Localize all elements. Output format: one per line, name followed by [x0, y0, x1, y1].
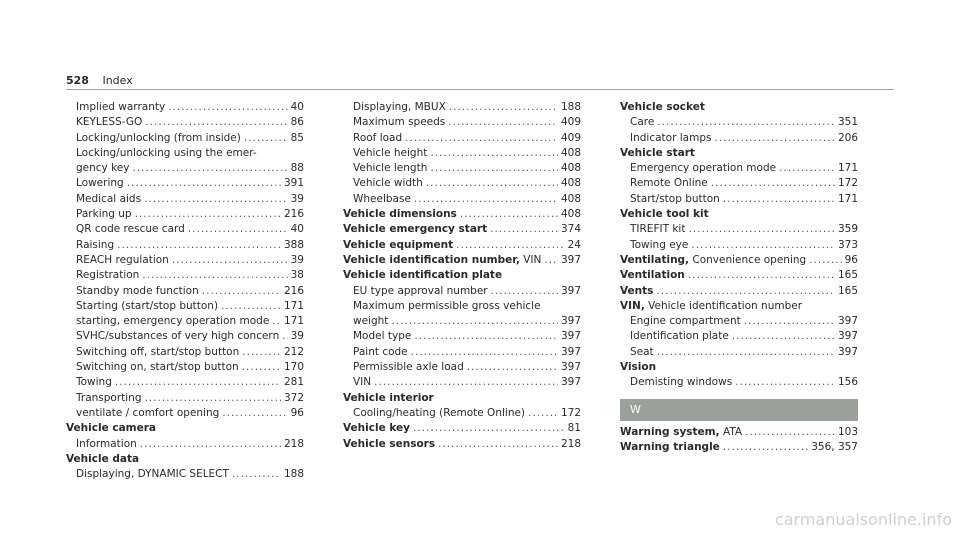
- entry-page: 397: [560, 345, 581, 358]
- index-entry: [66, 421, 304, 436]
- dot-leader: [391, 314, 558, 329]
- index-entry: [66, 161, 304, 176]
- index-entry: [66, 437, 304, 452]
- entry-bold-term: Warning triangle: [620, 440, 720, 453]
- dot-leader: [222, 406, 287, 421]
- index-entry: [620, 115, 858, 130]
- entry-label: Registration: [76, 269, 140, 282]
- dot-leader: [491, 284, 558, 299]
- index-entry: [66, 253, 304, 268]
- dot-leader: [411, 345, 558, 360]
- entry-bold-term: Vehicle sensors: [343, 437, 436, 450]
- index-column-2: [343, 100, 581, 452]
- index-entry: [66, 406, 304, 421]
- entry-label: Start/stop button: [630, 192, 720, 205]
- dot-leader: [117, 238, 281, 253]
- entry-label: Permissible axle load: [353, 361, 464, 374]
- entry-label: Maximum permissible gross vehicle: [353, 299, 541, 312]
- dot-leader: [723, 192, 835, 207]
- index-entry: [343, 207, 581, 222]
- entry-label: SVHC/substances of very high concern: [76, 330, 280, 343]
- entry-page: 103: [837, 425, 858, 438]
- entry-page: 156: [837, 376, 858, 389]
- dot-leader: [242, 360, 281, 375]
- index-entry: [66, 238, 304, 253]
- index-entry: [66, 207, 304, 222]
- entry-subterm: VIN: [519, 253, 542, 266]
- entry-page: 397: [560, 253, 581, 266]
- entry-page: 39: [290, 253, 304, 266]
- entry-page: 40: [290, 223, 304, 236]
- index-entry: [343, 421, 581, 436]
- entry-page: 408: [560, 146, 581, 159]
- index-entry: [66, 146, 304, 161]
- index-entry: [343, 176, 581, 191]
- index-entry: [66, 329, 304, 344]
- entry-label: [343, 238, 453, 253]
- entry-label: Vehicle length: [353, 162, 428, 175]
- index-entry: [343, 222, 581, 237]
- entry-page: 216: [283, 208, 304, 221]
- index-entry: [66, 192, 304, 207]
- entry-page: 356, 357: [811, 440, 858, 453]
- index-entry: [620, 329, 858, 344]
- index-entry: [343, 314, 581, 329]
- entry-label: Demisting windows: [630, 376, 733, 389]
- entry-page: 40: [290, 101, 304, 113]
- entry-label: starting, emergency operation mode: [76, 315, 270, 328]
- entry-label: [620, 253, 806, 268]
- entry-bold-term: Warning system,: [620, 425, 720, 438]
- index-entry: [620, 314, 858, 329]
- index-entry: [620, 375, 858, 390]
- dot-leader: [744, 314, 835, 329]
- entry-page: 170: [283, 361, 304, 374]
- index-entry: [343, 268, 581, 283]
- dot-leader: [374, 375, 558, 390]
- entry-page: 397: [560, 330, 581, 343]
- entry-subterm: ATA: [719, 425, 743, 438]
- entry-page: 359: [837, 223, 858, 236]
- dot-leader: [657, 345, 835, 360]
- entry-page: 373: [837, 238, 858, 251]
- dot-leader: [221, 299, 281, 314]
- entry-page: 39: [290, 330, 304, 343]
- dot-leader: [413, 421, 565, 436]
- entry-label: [343, 253, 541, 268]
- dot-leader: [132, 161, 287, 176]
- dot-leader: [202, 284, 281, 299]
- entry-label: Displaying, MBUX: [353, 101, 446, 113]
- entry-page: 218: [283, 437, 304, 450]
- dot-leader: [405, 131, 558, 146]
- index-entry: [343, 345, 581, 360]
- entry-label: Remote Online: [630, 177, 708, 190]
- entry-bold-term: Vehicle dimensions: [343, 208, 457, 221]
- entry-label: Vehicle start: [620, 146, 695, 159]
- index-entry: [620, 360, 858, 375]
- entry-page: 171: [283, 299, 304, 312]
- entry-page: 188: [560, 101, 581, 113]
- entry-page: 96: [844, 253, 858, 266]
- entry-label: Indicator lamps: [630, 131, 712, 144]
- index-entry: [343, 406, 581, 421]
- entry-page: 397: [560, 376, 581, 389]
- entry-label: Vehicle tool kit: [620, 208, 709, 221]
- dot-leader: [172, 253, 288, 268]
- dot-leader: [732, 329, 835, 344]
- entry-page: 397: [837, 315, 858, 328]
- page-number: 528: [66, 74, 89, 87]
- dot-leader: [414, 329, 558, 344]
- index-entry: [66, 314, 304, 329]
- entry-label: [343, 222, 487, 237]
- entry-bold-term: Ventilating,: [620, 253, 690, 266]
- entry-page: 388: [283, 238, 304, 251]
- index-entry: [620, 299, 858, 314]
- entry-page: 172: [560, 406, 581, 419]
- dot-leader: [244, 131, 288, 146]
- index-entry: [620, 238, 858, 253]
- index-entry: [343, 238, 581, 253]
- entry-label: Paint code: [353, 345, 408, 358]
- entry-page: 408: [560, 162, 581, 175]
- dot-leader: [144, 192, 288, 207]
- entry-page: 212: [283, 345, 304, 358]
- entry-label: [620, 284, 653, 299]
- entry-label: Transporting: [76, 391, 142, 404]
- entry-page: 165: [837, 269, 858, 282]
- entry-label: Identification plate: [630, 330, 729, 343]
- index-entry: [66, 100, 304, 115]
- entry-label: ventilate / comfort opening: [76, 406, 220, 419]
- entry-label: Vehicle camera: [66, 422, 156, 435]
- dot-leader: [735, 375, 835, 390]
- dot-leader: [448, 115, 558, 130]
- index-entry: [620, 207, 858, 222]
- index-entry: [620, 222, 858, 237]
- dot-leader: [115, 375, 281, 390]
- entry-bold-term: Vehicle emergency start: [343, 223, 488, 236]
- index-entry: [66, 268, 304, 283]
- entry-label: Vehicle socket: [620, 101, 705, 113]
- index-column-1: [66, 100, 304, 482]
- index-entry: [343, 329, 581, 344]
- index-entry: [66, 299, 304, 314]
- dot-leader: [714, 131, 835, 146]
- dot-leader: [242, 345, 281, 360]
- index-entry: [343, 391, 581, 406]
- entry-page: 397: [560, 361, 581, 374]
- entry-page: 39: [290, 192, 304, 205]
- entry-label: Standby mode function: [76, 284, 199, 297]
- index-entry: [620, 284, 858, 299]
- dot-leader: [430, 146, 558, 161]
- dot-leader: [438, 437, 558, 452]
- dot-leader: [544, 253, 558, 268]
- entry-label: Engine compartment: [630, 315, 741, 328]
- entry-label: Vehicle interior: [343, 391, 434, 404]
- index-entry: [66, 222, 304, 237]
- index-entry: [620, 131, 858, 146]
- entry-label: [620, 268, 685, 283]
- entry-page: 409: [560, 116, 581, 129]
- index-entry: [343, 437, 581, 452]
- entry-label: Parking up: [76, 208, 132, 221]
- dot-leader: [282, 329, 287, 344]
- entry-page: 171: [837, 162, 858, 175]
- entry-page: 88: [290, 162, 304, 175]
- entry-page: 397: [837, 330, 858, 343]
- entry-page: 351: [837, 116, 858, 129]
- entry-label: [620, 440, 720, 455]
- entry-label: Switching on, start/stop button: [76, 361, 239, 374]
- entry-label: gency key: [76, 162, 130, 175]
- header-rule: [66, 89, 894, 90]
- entry-page: 171: [837, 192, 858, 205]
- dot-leader: [467, 360, 558, 375]
- dot-leader: [711, 176, 835, 191]
- entry-label: Implied warranty: [76, 101, 166, 113]
- index-entry: [343, 131, 581, 146]
- entry-label: Vehicle identification plate: [343, 269, 503, 282]
- dot-leader: [657, 115, 835, 130]
- index-entry: [66, 391, 304, 406]
- index-entry: [343, 161, 581, 176]
- entry-bold-term: Vents: [620, 284, 654, 297]
- dot-leader: [779, 161, 835, 176]
- entry-label: Lowering: [76, 177, 124, 190]
- dot-leader: [426, 176, 558, 191]
- entry-page: 216: [283, 284, 304, 297]
- entry-label: weight: [353, 315, 389, 328]
- index-entry: [620, 425, 858, 440]
- entry-bold-term: Vehicle identification number,: [343, 253, 520, 266]
- index-entry: [343, 299, 581, 314]
- entry-label: Cooling/heating (Remote Online): [353, 406, 526, 419]
- entry-label: Vehicle width: [353, 177, 423, 190]
- entry-label: Locking/unlocking (from inside): [76, 131, 241, 144]
- entry-page: 408: [560, 208, 581, 221]
- index-entry: [66, 375, 304, 390]
- entry-label: KEYLESS-GO: [76, 116, 143, 129]
- entry-page: 86: [290, 116, 304, 129]
- dot-leader: [140, 437, 281, 452]
- dot-leader: [414, 192, 558, 207]
- entry-page: 397: [560, 284, 581, 297]
- entry-label: Locking/unlocking using the emer-: [76, 146, 257, 159]
- index-entry: [66, 452, 304, 467]
- entry-label: Roof load: [353, 131, 403, 144]
- index-letter-heading: W: [620, 399, 858, 421]
- index-entry: [343, 115, 581, 130]
- entry-page: 85: [290, 131, 304, 144]
- entry-page: 374: [560, 223, 581, 236]
- entry-label: [343, 207, 457, 222]
- entry-page: 281: [283, 376, 304, 389]
- entry-label: TIREFIT kit: [630, 223, 686, 236]
- dot-leader: [528, 406, 558, 421]
- entry-subterm: Vehicle identification number: [644, 299, 803, 312]
- dot-leader: [145, 115, 287, 130]
- entry-label: Emergency operation mode: [630, 162, 777, 175]
- entry-label: EU type approval number: [353, 284, 488, 297]
- index-entry: [66, 284, 304, 299]
- entry-page: 391: [283, 177, 304, 190]
- index-entry: [620, 176, 858, 191]
- index-entry: [66, 345, 304, 360]
- index-entry: [343, 375, 581, 390]
- entry-page: 408: [560, 192, 581, 205]
- entry-page: 206: [837, 131, 858, 144]
- index-entry: [620, 253, 858, 268]
- entry-label: Model type: [353, 330, 412, 343]
- dot-leader: [688, 222, 835, 237]
- dot-leader: [745, 425, 835, 440]
- index-entry: [343, 360, 581, 375]
- entry-label: Displaying, DYNAMIC SELECT: [76, 468, 229, 481]
- dot-leader: [145, 391, 281, 406]
- entry-label: Vision: [620, 361, 657, 374]
- index-entry: [343, 100, 581, 115]
- entry-page: 24: [567, 238, 581, 251]
- entry-bold-term: VIN,: [620, 299, 645, 312]
- index-entry: [620, 440, 858, 455]
- entry-page: 408: [560, 177, 581, 190]
- entry-label: Towing: [76, 376, 112, 389]
- index-entry: [66, 467, 304, 482]
- dot-leader: [490, 222, 558, 237]
- dot-leader: [127, 176, 281, 191]
- entry-label: Seat: [630, 345, 654, 358]
- entry-bold-term: Vehicle key: [343, 422, 411, 435]
- entry-label: Care: [630, 116, 655, 129]
- dot-leader: [688, 268, 835, 283]
- entry-page: 409: [560, 131, 581, 144]
- entry-page: 188: [283, 468, 304, 481]
- dot-leader: [691, 238, 835, 253]
- page-title: Index: [102, 74, 133, 87]
- index-entry: [620, 100, 858, 115]
- index-entry: [66, 360, 304, 375]
- entry-label: Medical aids: [76, 192, 142, 205]
- entry-label: [343, 421, 410, 436]
- entry-page: 397: [837, 345, 858, 358]
- entry-label: QR code rescue card: [76, 223, 185, 236]
- index-entry: [343, 192, 581, 207]
- dot-leader: [460, 207, 558, 222]
- entry-label: Switching off, start/stop button: [76, 345, 240, 358]
- entry-page: 172: [837, 177, 858, 190]
- index-entry: [620, 268, 858, 283]
- entry-page: 165: [837, 284, 858, 297]
- index-entry: [620, 161, 858, 176]
- index-entry: [66, 131, 304, 146]
- entry-page: 38: [290, 269, 304, 282]
- dot-leader: [449, 100, 558, 115]
- entry-label: REACH regulation: [76, 253, 169, 266]
- index-entry: [66, 176, 304, 191]
- entry-label: [620, 299, 802, 314]
- entry-label: Towing eye: [630, 238, 689, 251]
- index-column-3: [620, 100, 858, 455]
- dot-leader: [135, 207, 281, 222]
- entry-bold-term: Vehicle equipment: [343, 238, 454, 251]
- entry-page: 96: [290, 406, 304, 419]
- entry-label: Wheelbase: [353, 192, 411, 205]
- entry-label: Information: [76, 437, 137, 450]
- dot-leader: [142, 268, 287, 283]
- entry-label: VIN: [353, 376, 372, 389]
- dot-leader: [656, 284, 835, 299]
- dot-leader: [188, 222, 288, 237]
- page-header: [66, 74, 133, 87]
- dot-leader: [232, 467, 281, 482]
- index-entry: [66, 115, 304, 130]
- index-entry: [343, 146, 581, 161]
- index-entry: [620, 345, 858, 360]
- watermark: carmanualsonline.info: [774, 510, 952, 529]
- dot-leader: [456, 238, 564, 253]
- dot-leader: [272, 314, 281, 329]
- index-entry: [343, 284, 581, 299]
- entry-label: [343, 437, 435, 452]
- entry-page: 81: [567, 422, 581, 435]
- index-entry: [620, 192, 858, 207]
- dot-leader: [430, 161, 558, 176]
- entry-page: 218: [560, 437, 581, 450]
- entry-page: 372: [283, 391, 304, 404]
- entry-label: [620, 425, 742, 440]
- entry-page: 171: [283, 315, 304, 328]
- entry-label: Maximum speeds: [353, 116, 446, 129]
- entry-label: Vehicle data: [66, 452, 140, 465]
- dot-leader: [723, 440, 808, 455]
- entry-subterm: Convenience opening: [689, 253, 807, 266]
- entry-label: Vehicle height: [353, 146, 428, 159]
- dot-leader: [809, 253, 841, 268]
- entry-label: Starting (start/stop button): [76, 299, 219, 312]
- entry-label: Raising: [76, 238, 115, 251]
- index-entry: [620, 146, 858, 161]
- entry-bold-term: Ventilation: [620, 269, 685, 282]
- index-entry: [343, 253, 581, 268]
- dot-leader: [168, 100, 287, 115]
- entry-page: 397: [560, 315, 581, 328]
